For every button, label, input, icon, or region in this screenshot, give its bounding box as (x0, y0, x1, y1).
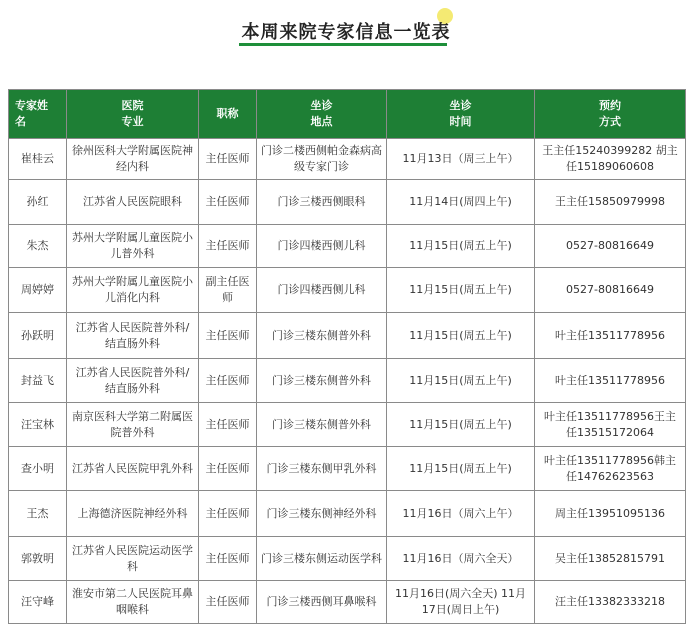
page-title: 本周来院专家信息一览表 (241, 22, 451, 43)
header-name: 专家姓 名 (9, 90, 67, 139)
cell-hospital: 江苏省人民医院普外科/结直肠外科 (67, 313, 199, 359)
cell-time: 11月15日(周五上午) (387, 403, 535, 447)
title-underline (239, 43, 447, 46)
cell-hospital: 苏州大学附属儿童医院小儿普外科 (67, 225, 199, 268)
cell-location: 门诊三楼东侧普外科 (257, 313, 387, 359)
header-time: 坐诊 时间 (387, 90, 535, 139)
cell-time: 11月16日（周六上午） (387, 491, 535, 537)
cell-name: 朱杰 (9, 225, 67, 268)
expert-schedule-table (8, 89, 686, 624)
title-area (0, 0, 692, 60)
cell-title: 主任医师 (199, 180, 257, 225)
cell-time: 11月15日(周五上午) (387, 359, 535, 403)
cell-location: 门诊四楼西侧儿科 (257, 268, 387, 313)
header-booking: 预约 方式 (535, 90, 686, 139)
cell-booking: 汪主任13382333218 (535, 581, 686, 624)
table-row (9, 313, 686, 359)
cell-hospital: 上海德济医院神经外科 (67, 491, 199, 537)
cell-title: 主任医师 (199, 581, 257, 624)
cell-hospital: 徐州医科大学附属医院神经内科 (67, 139, 199, 180)
cell-location: 门诊三楼西侧耳鼻喉科 (257, 581, 387, 624)
cell-booking: 叶主任13511778956 (535, 359, 686, 403)
table-row (9, 447, 686, 491)
cell-title: 主任医师 (199, 491, 257, 537)
cell-booking: 0527-80816649 (535, 225, 686, 268)
cell-location: 门诊三楼东侧神经外科 (257, 491, 387, 537)
cell-name: 孙跃明 (9, 313, 67, 359)
table-row (9, 537, 686, 581)
cell-hospital: 江苏省人民医院运动医学科 (67, 537, 199, 581)
cell-time: 11月15日(周五上午) (387, 447, 535, 491)
table-header-row (9, 90, 686, 139)
table-row (9, 180, 686, 225)
cell-hospital: 江苏省人民医院眼科 (67, 180, 199, 225)
cell-time: 11月13日（周三上午） (387, 139, 535, 180)
cell-booking: 王主任15850979998 (535, 180, 686, 225)
cell-location: 门诊二楼西侧帕金森病高级专家门诊 (257, 139, 387, 180)
cell-booking: 王主任15240399282 胡主任15189060608 (535, 139, 686, 180)
table-row (9, 359, 686, 403)
cell-title: 主任医师 (199, 359, 257, 403)
cell-name: 查小明 (9, 447, 67, 491)
cell-time: 11月16日(周六全天) 11月17日(周日上午) (387, 581, 535, 624)
table-row (9, 491, 686, 537)
cell-title: 主任医师 (199, 447, 257, 491)
cell-name: 王杰 (9, 491, 67, 537)
cell-time: 11月15日(周五上午) (387, 313, 535, 359)
cell-booking: 叶主任13511778956韩主任14762623563 (535, 447, 686, 491)
cell-hospital: 苏州大学附属儿童医院小儿消化内科 (67, 268, 199, 313)
header-title: 职称 (199, 90, 257, 139)
cell-time: 11月15日(周五上午) (387, 268, 535, 313)
header-location: 坐诊 地点 (257, 90, 387, 139)
table-row (9, 581, 686, 624)
cell-location: 门诊三楼东侧运动医学科 (257, 537, 387, 581)
cell-location: 门诊三楼东侧普外科 (257, 403, 387, 447)
cell-name: 汪宝林 (9, 403, 67, 447)
cell-time: 11月14日(周四上午) (387, 180, 535, 225)
cell-hospital: 江苏省人民医院甲乳外科 (67, 447, 199, 491)
cell-name: 郭敦明 (9, 537, 67, 581)
cell-booking: 叶主任13511778956王主任13515172064 (535, 403, 686, 447)
header-hospital: 医院 专业 (67, 90, 199, 139)
cell-title: 副主任医师 (199, 268, 257, 313)
cell-title: 主任医师 (199, 537, 257, 581)
cell-title: 主任医师 (199, 225, 257, 268)
cell-name: 汪守峰 (9, 581, 67, 624)
cell-booking: 周主任13951095136 (535, 491, 686, 537)
cell-location: 门诊三楼东侧甲乳外科 (257, 447, 387, 491)
cell-location: 门诊三楼东侧普外科 (257, 359, 387, 403)
cell-location: 门诊三楼西侧眼科 (257, 180, 387, 225)
table-row (9, 268, 686, 313)
cell-time: 11月15日(周五上午) (387, 225, 535, 268)
cell-time: 11月16日（周六全天） (387, 537, 535, 581)
cell-name: 周婷婷 (9, 268, 67, 313)
cell-booking: 吴主任13852815791 (535, 537, 686, 581)
cell-booking: 0527-80816649 (535, 268, 686, 313)
table-row (9, 139, 686, 180)
cell-hospital: 南京医科大学第二附属医院普外科 (67, 403, 199, 447)
cell-title: 主任医师 (199, 313, 257, 359)
cell-title: 主任医师 (199, 139, 257, 180)
cell-name: 崔桂云 (9, 139, 67, 180)
cell-name: 封益飞 (9, 359, 67, 403)
table-row (9, 225, 686, 268)
cell-title: 主任医师 (199, 403, 257, 447)
cell-hospital: 江苏省人民医院普外科/结直肠外科 (67, 359, 199, 403)
table-row (9, 403, 686, 447)
cell-hospital: 淮安市第二人民医院耳鼻咽喉科 (67, 581, 199, 624)
cell-name: 孙红 (9, 180, 67, 225)
cell-location: 门诊四楼西侧儿科 (257, 225, 387, 268)
cell-booking: 叶主任13511778956 (535, 313, 686, 359)
